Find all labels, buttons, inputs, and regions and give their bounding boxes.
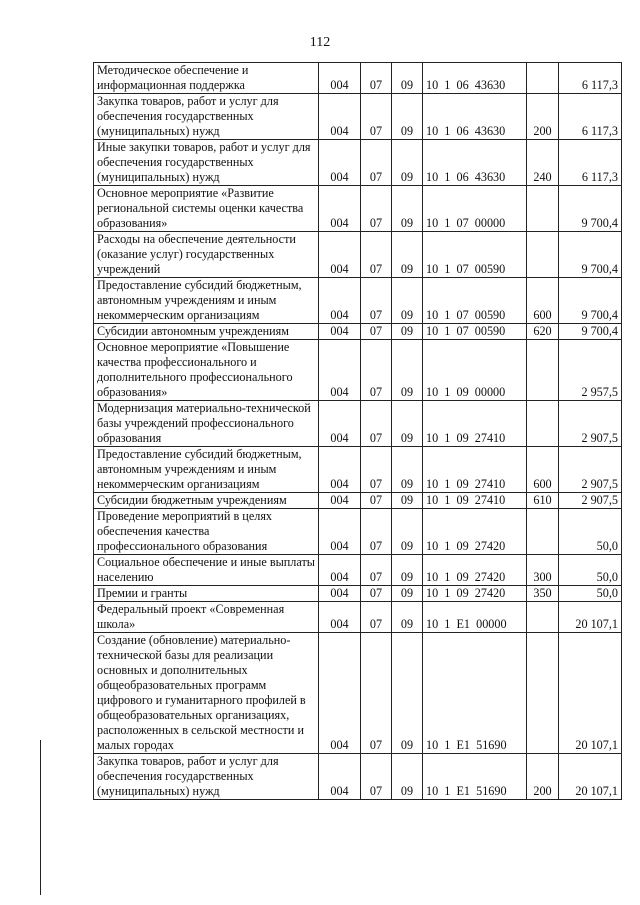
subsection-code-cell: 09	[392, 555, 423, 586]
target-article-cell: 10 1 09 27420	[423, 586, 527, 602]
expense-type-cell: 200	[527, 754, 559, 800]
table-row	[94, 324, 622, 340]
section-code-cell: 07	[361, 401, 392, 447]
budget-table	[93, 62, 622, 800]
target-article-cell: 10 1 09 27420	[423, 509, 527, 555]
section-code-cell: 07	[361, 633, 392, 754]
target-article-cell: 10 1 07 00590	[423, 324, 527, 340]
subsection-code-cell: 09	[392, 140, 423, 186]
ministry-code-cell: 004	[319, 493, 361, 509]
section-code-cell: 07	[361, 140, 392, 186]
section-code-cell: 07	[361, 232, 392, 278]
target-article-cell: 10 1 09 27410	[423, 401, 527, 447]
table-row	[94, 509, 622, 555]
amount-cell: 6 117,3	[559, 94, 622, 140]
amount-cell: 9 700,4	[559, 186, 622, 232]
table-row	[94, 586, 622, 602]
table-row	[94, 186, 622, 232]
row-name-cell: Основное мероприятие «Развитие региональной системы оценки качества образования»	[94, 186, 319, 232]
amount-cell: 20 107,1	[559, 754, 622, 800]
target-article-cell: 10 1 E1 51690	[423, 633, 527, 754]
ministry-code-cell: 004	[319, 602, 361, 633]
amount-cell: 6 117,3	[559, 140, 622, 186]
target-article-cell: 10 1 E1 51690	[423, 754, 527, 800]
amount-cell: 9 700,4	[559, 324, 622, 340]
expense-type-cell: 350	[527, 586, 559, 602]
subsection-code-cell: 09	[392, 340, 423, 401]
row-name-cell: Основное мероприятие «Повышение качества профессионального и дополнительного профессионального образования»	[94, 340, 319, 401]
ministry-code-cell: 004	[319, 447, 361, 493]
subsection-code-cell: 09	[392, 633, 423, 754]
table-row	[94, 278, 622, 324]
margin-line	[40, 740, 41, 895]
amount-cell: 2 907,5	[559, 401, 622, 447]
section-code-cell: 07	[361, 602, 392, 633]
target-article-cell: 10 1 06 43630	[423, 140, 527, 186]
section-code-cell: 07	[361, 94, 392, 140]
subsection-code-cell: 09	[392, 586, 423, 602]
expense-type-cell	[527, 633, 559, 754]
table-row	[94, 232, 622, 278]
target-article-cell: 10 1 07 00590	[423, 232, 527, 278]
subsection-code-cell: 09	[392, 186, 423, 232]
row-name-cell: Расходы на обеспечение деятельности (оказание услуг) государственных учреждений	[94, 232, 319, 278]
table-row	[94, 602, 622, 633]
subsection-code-cell: 09	[392, 493, 423, 509]
table-row	[94, 447, 622, 493]
ministry-code-cell: 004	[319, 63, 361, 94]
target-article-cell: 10 1 09 27410	[423, 447, 527, 493]
row-name-cell: Субсидии автономным учреждениям	[94, 324, 319, 340]
table-row	[94, 555, 622, 586]
expense-type-cell: 610	[527, 493, 559, 509]
row-name-cell: Закупка товаров, работ и услуг для обеспечения государственных (муниципальных) нужд	[94, 94, 319, 140]
table-row	[94, 493, 622, 509]
target-article-cell: 10 1 09 27410	[423, 493, 527, 509]
page-number: 112	[309, 35, 331, 50]
row-name-cell: Федеральный проект «Современная школа»	[94, 602, 319, 633]
expense-type-cell	[527, 186, 559, 232]
subsection-code-cell: 09	[392, 509, 423, 555]
ministry-code-cell: 004	[319, 754, 361, 800]
amount-cell: 2 957,5	[559, 340, 622, 401]
target-article-cell: 10 1 06 43630	[423, 94, 527, 140]
subsection-code-cell: 09	[392, 754, 423, 800]
ministry-code-cell: 004	[319, 186, 361, 232]
expense-type-cell	[527, 401, 559, 447]
section-code-cell: 07	[361, 555, 392, 586]
row-name-cell: Субсидии бюджетным учреждениям	[94, 493, 319, 509]
section-code-cell: 07	[361, 340, 392, 401]
ministry-code-cell: 004	[319, 232, 361, 278]
row-name-cell: Закупка товаров, работ и услуг для обеспечения государственных (муниципальных) нужд	[94, 754, 319, 800]
table-row	[94, 94, 622, 140]
ministry-code-cell: 004	[319, 586, 361, 602]
section-code-cell: 07	[361, 509, 392, 555]
table-row	[94, 140, 622, 186]
expense-type-cell: 600	[527, 447, 559, 493]
row-name-cell: Премии и гранты	[94, 586, 319, 602]
budget-table-body	[94, 63, 622, 800]
expense-type-cell: 240	[527, 140, 559, 186]
amount-cell: 20 107,1	[559, 633, 622, 754]
ministry-code-cell: 004	[319, 324, 361, 340]
amount-cell: 9 700,4	[559, 232, 622, 278]
amount-cell: 50,0	[559, 555, 622, 586]
subsection-code-cell: 09	[392, 232, 423, 278]
ministry-code-cell: 004	[319, 633, 361, 754]
section-code-cell: 07	[361, 186, 392, 232]
target-article-cell: 10 1 09 00000	[423, 340, 527, 401]
expense-type-cell: 600	[527, 278, 559, 324]
expense-type-cell	[527, 63, 559, 94]
expense-type-cell	[527, 509, 559, 555]
target-article-cell: 10 1 06 43630	[423, 63, 527, 94]
table-row	[94, 401, 622, 447]
expense-type-cell: 300	[527, 555, 559, 586]
section-code-cell: 07	[361, 493, 392, 509]
expense-type-cell	[527, 340, 559, 401]
subsection-code-cell: 09	[392, 94, 423, 140]
subsection-code-cell: 09	[392, 447, 423, 493]
section-code-cell: 07	[361, 278, 392, 324]
target-article-cell: 10 1 07 00590	[423, 278, 527, 324]
section-code-cell: 07	[361, 754, 392, 800]
amount-cell: 2 907,5	[559, 447, 622, 493]
target-article-cell: 10 1 E1 00000	[423, 602, 527, 633]
row-name-cell: Социальное обеспечение и иные выплаты населению	[94, 555, 319, 586]
section-code-cell: 07	[361, 586, 392, 602]
row-name-cell: Предоставление субсидий бюджетным, автономным учреждениям и иным некоммерческим организациям	[94, 447, 319, 493]
target-article-cell: 10 1 07 00000	[423, 186, 527, 232]
subsection-code-cell: 09	[392, 602, 423, 633]
row-name-cell: Предоставление субсидий бюджетным, автономным учреждениям и иным некоммерческим организациям	[94, 278, 319, 324]
amount-cell: 20 107,1	[559, 602, 622, 633]
target-article-cell: 10 1 09 27420	[423, 555, 527, 586]
subsection-code-cell: 09	[392, 324, 423, 340]
row-name-cell: Создание (обновление) материально-технической базы для реализации основных и дополнительных общеобразовательных программ цифрового и гуманитарного профилей в общеобразовательных организациях, расположенных в сельской местности и малых городах	[94, 633, 319, 754]
subsection-code-cell: 09	[392, 63, 423, 94]
amount-cell: 50,0	[559, 586, 622, 602]
row-name-cell: Модернизация материально-технической базы учреждений профессионального образования	[94, 401, 319, 447]
ministry-code-cell: 004	[319, 140, 361, 186]
table-row	[94, 633, 622, 754]
row-name-cell: Методическое обеспечение и информационная поддержка	[94, 63, 319, 94]
ministry-code-cell: 004	[319, 555, 361, 586]
subsection-code-cell: 09	[392, 278, 423, 324]
table-row	[94, 754, 622, 800]
expense-type-cell: 620	[527, 324, 559, 340]
amount-cell: 50,0	[559, 509, 622, 555]
row-name-cell: Проведение мероприятий в целях обеспечения качества профессионального образования	[94, 509, 319, 555]
ministry-code-cell: 004	[319, 94, 361, 140]
amount-cell: 2 907,5	[559, 493, 622, 509]
amount-cell: 6 117,3	[559, 63, 622, 94]
subsection-code-cell: 09	[392, 401, 423, 447]
section-code-cell: 07	[361, 447, 392, 493]
row-name-cell: Иные закупки товаров, работ и услуг для обеспечения государственных (муниципальных) нужд	[94, 140, 319, 186]
ministry-code-cell: 004	[319, 401, 361, 447]
amount-cell: 9 700,4	[559, 278, 622, 324]
table-row	[94, 63, 622, 94]
ministry-code-cell: 004	[319, 278, 361, 324]
ministry-code-cell: 004	[319, 340, 361, 401]
section-code-cell: 07	[361, 63, 392, 94]
section-code-cell: 07	[361, 324, 392, 340]
expense-type-cell: 200	[527, 94, 559, 140]
expense-type-cell	[527, 602, 559, 633]
table-row	[94, 340, 622, 401]
expense-type-cell	[527, 232, 559, 278]
ministry-code-cell: 004	[319, 509, 361, 555]
